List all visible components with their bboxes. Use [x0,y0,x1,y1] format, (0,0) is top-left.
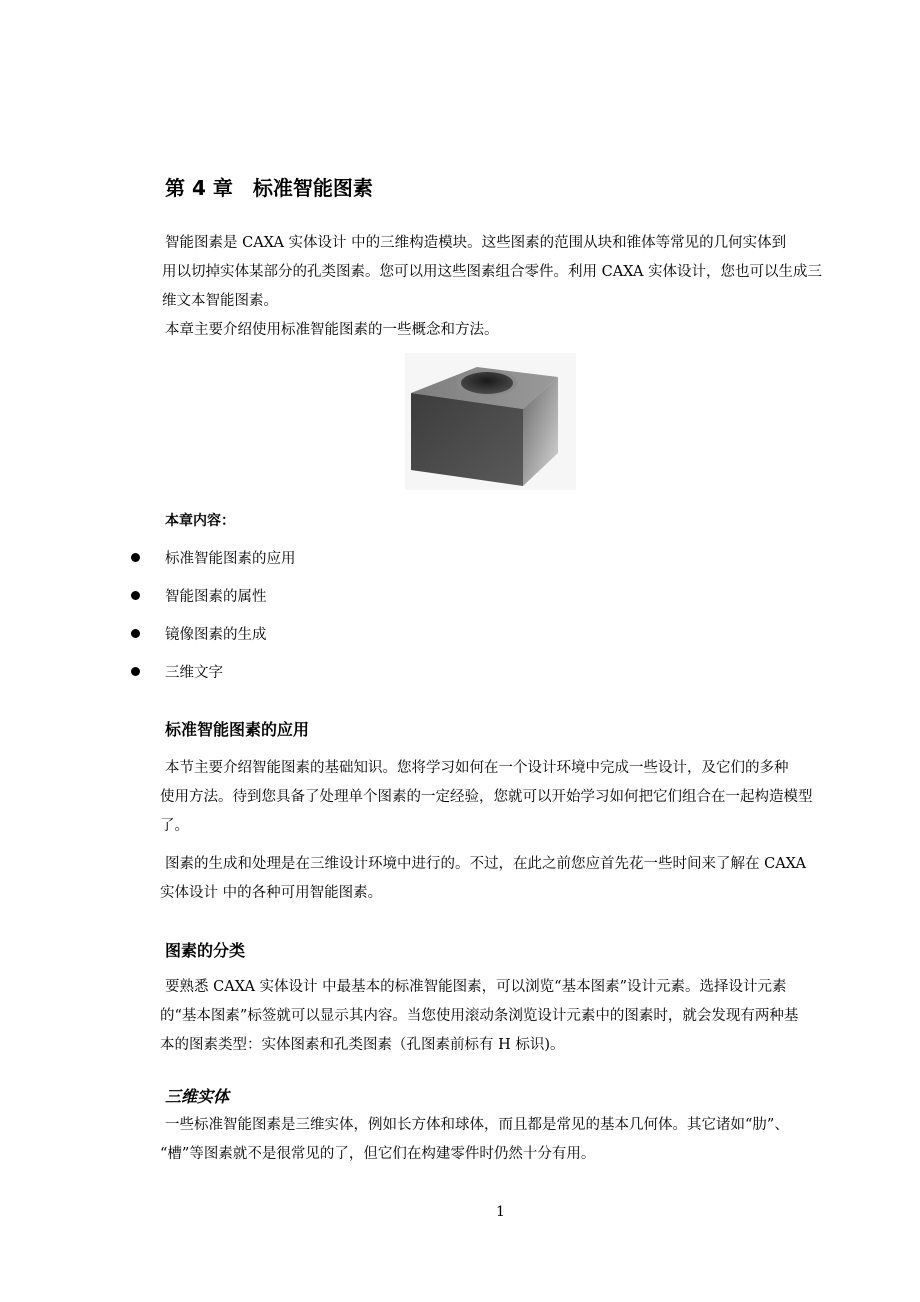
section1-para2-line-1: 图素的生成和处理是在三维设计环境中进行的。不过，在此之前您应首先花一些时间来了解在 CAXA [165,856,806,872]
intro-line-3: 维文本智能图素。 [162,293,278,309]
bullet-dot [131,629,140,638]
section3-paragraph [160,1111,832,1169]
intro-summary: 本章主要介绍使用标准智能图素的一些概念和方法。 [165,322,499,338]
section1-para1-line-2: 使用方法。待到您具备了处理单个图素的一定经验，您就可以开始学习如何把它们组合在一起构造模型 [160,789,813,805]
bullet-dot [131,667,140,676]
section-title-application: 标准智能图素的应用 [165,720,310,739]
section2-line-2: 的“基本图素”标签就可以显示其内容。当您使用滚动条浏览设计元素中的图素时，就会发现有两种基 [160,1008,799,1024]
section1-para1-line-3: 了。 [160,818,189,834]
section-title-classification: 图素的分类 [165,941,246,960]
chapter-title: 第 4 章 标准智能图素 [165,176,373,200]
intro-paragraph [162,229,837,316]
intro-line-1: 智能图素是 CAXA 实体设计 中的三维构造模块。这些图素的范围从块和锥体等常见的几何实体到 [165,235,787,251]
section3-line-1: 一些标准智能图素是三维实体，例如长方体和球体，而且都是常见的基本几何体。其它诸如“肋”、 [165,1117,789,1133]
section2-line-1: 要熟悉 CAXA 实体设计 中最基本的标准智能图素，可以浏览“基本图素”设计元素。选择设计元素 [165,979,787,995]
contents-label: 本章内容： [165,513,235,529]
page-number: 1 [496,1204,505,1220]
section-title-solids: 三维实体 [165,1087,230,1106]
section1-para1-line-1: 本节主要介绍智能图素的基础知识。您将学习如何在一个设计环境中完成一些设计，及它们的多种 [165,760,789,776]
contents-item-4: 三维文字 [165,665,223,681]
section1-para2-line-2: 实体设计 中的各种可用智能图素。 [160,885,383,901]
contents-item-1: 标准智能图素的应用 [165,551,296,567]
block-with-hole-figure [405,353,576,490]
intro-line-2: 用以切掉实体某部分的孔类图素。您可以用这些图素组合零件。利用 CAXA 实体设计，您也可以生成三 [162,264,823,280]
bullet-dot [131,591,140,600]
section1-paragraph-2 [160,850,832,908]
contents-item-3: 镜像图素的生成 [165,627,267,643]
section1-paragraph-1 [160,754,832,841]
block-with-hole-icon [405,353,576,490]
contents-item-2: 智能图素的属性 [165,589,267,605]
section2-paragraph [160,973,832,1060]
section3-line-2: “槽”等图素就不是很常见的了，但它们在构建零件时仍然十分有用。 [160,1146,596,1162]
section2-line-3: 本的图素类型：实体图素和孔类图素（孔图素前标有 H 标识)。 [160,1037,565,1053]
bullet-dot [131,553,140,562]
